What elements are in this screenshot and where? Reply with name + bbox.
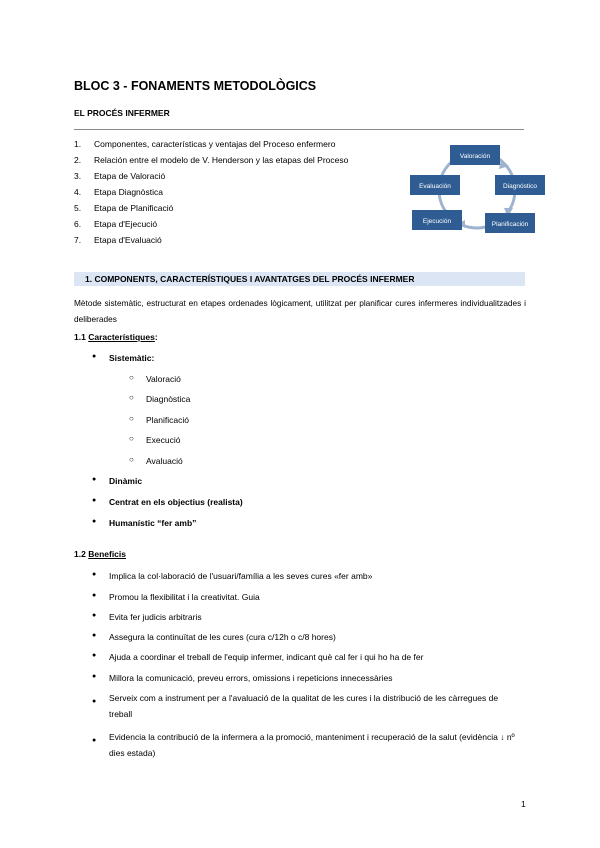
list-item [92, 476, 143, 486]
list-text: Avaluació [146, 456, 183, 466]
toc-text: Etapa d'Ejecució [94, 219, 158, 229]
benefits-heading [74, 549, 126, 559]
list-text: Assegura la continuïtat de les cures (cura c/12h o c/8 hores) [109, 632, 336, 642]
document-subtitle: EL PROCÉS INFERMER [74, 108, 170, 118]
list-item [92, 612, 202, 622]
circle-bullet-icon: ○ [129, 455, 134, 464]
section-heading: 1. COMPONENTS, CARACTERÍSTIQUES I AVANTATGES DEL PROCÉS INFERMER [85, 274, 415, 284]
toc-number: 1. [74, 139, 82, 149]
subsection-number: 1.2 [74, 549, 86, 559]
subsection-title: Beneficis [88, 549, 126, 559]
node-valoracion: Valoración [459, 153, 491, 160]
bullet-icon: ● [92, 353, 97, 360]
bullet-icon: ● [92, 497, 97, 504]
bullet-icon: ● [92, 571, 97, 578]
bullet-icon: ● [92, 518, 97, 525]
list-item [92, 690, 523, 722]
list-text: Dinàmic [109, 476, 143, 486]
toc-text: Etapa Diagnòstica [94, 187, 163, 197]
subsection-title: Característiques [88, 332, 155, 342]
list-item [92, 497, 243, 507]
list-text: Execució [146, 435, 181, 445]
list-text: Promou la flexibilitat i la creativitat. Guia [109, 592, 260, 602]
list-item [92, 592, 260, 602]
toc-number: 4. [74, 187, 82, 197]
list-subitem [129, 434, 181, 445]
toc-item [74, 171, 348, 187]
characteristics-heading [74, 332, 158, 342]
nursing-process-cycle-diagram [405, 140, 545, 240]
list-item [92, 518, 197, 528]
bullet-icon: ● [92, 652, 97, 659]
list-text: Millora la comunicació, preveu errors, omissions i repeticions innecessàries [109, 673, 393, 683]
toc-item [74, 155, 348, 171]
list-item [92, 571, 373, 581]
bullet-icon: ● [92, 698, 97, 705]
node-planificacion: Planificación [491, 221, 529, 228]
list-subitem [129, 414, 189, 425]
node-ejecucion: Ejecución [422, 218, 452, 225]
subsection-number: 1.1 [74, 332, 86, 342]
list-text: Implica la col·laboració de l'usuari/família a les seves cures «fer amb» [109, 571, 373, 581]
toc-number: 6. [74, 219, 82, 229]
toc-number: 3. [74, 171, 82, 181]
page-number: 1 [521, 799, 526, 809]
circle-bullet-icon: ○ [129, 373, 134, 382]
list-item [92, 729, 523, 761]
toc-item [74, 219, 348, 235]
toc-item [74, 187, 348, 203]
list-item [92, 632, 336, 642]
bullet-icon: ● [92, 476, 97, 483]
bullet-icon: ● [92, 673, 97, 680]
list-text: Sistemàtic: [109, 353, 155, 363]
list-text: Diagnòstica [146, 394, 191, 404]
bullet-icon: ● [92, 737, 97, 744]
circle-bullet-icon: ○ [129, 393, 134, 402]
toc-text: Etapa d'Evaluació [94, 235, 162, 245]
toc-item [74, 139, 348, 155]
toc-item [74, 235, 348, 251]
toc-item [74, 203, 348, 219]
list-text: Evita fer judicis arbitraris [109, 612, 202, 622]
list-item [92, 353, 155, 363]
list-text: Evidencia la contribució de la infermera a la promoció, manteniment i recuperació de la salut (evidència ↓ nº dies estada) [109, 732, 515, 758]
bullet-icon: ● [92, 612, 97, 619]
toc-number: 5. [74, 203, 82, 213]
list-subitem [129, 455, 183, 466]
toc-text: Etapa de Planificació [94, 203, 174, 213]
list-item [92, 652, 424, 662]
toc-text: Componentes, características y ventajas del Proceso enfermero [94, 139, 336, 149]
list-text: Centrat en els objectius (realista) [109, 497, 243, 507]
bullet-icon: ● [92, 632, 97, 639]
divider [74, 129, 524, 130]
toc-number: 2. [74, 155, 82, 165]
list-subitem [129, 373, 181, 384]
list-subitem [129, 393, 191, 404]
list-text: Planificació [146, 415, 189, 425]
toc-text: Relación entre el modelo de V. Henderson y las etapas del Proceso [94, 155, 349, 165]
list-text: Ajuda a coordinar el treball de l'equip infermer, indicant què cal fer i qui ho ha de fer [109, 652, 424, 662]
subsection-colon: : [154, 332, 158, 342]
circle-bullet-icon: ○ [129, 434, 134, 443]
intro-paragraph: Mètode sistemàtic, estructurat en etapes ordenades lògicament, utilitzat per planificar cures infermeres individualitzades i deliberades [74, 298, 526, 324]
toc-number: 7. [74, 235, 82, 245]
bullet-icon: ● [92, 592, 97, 599]
node-diagnostico: Diagnóstico [503, 183, 537, 190]
node-evaluacion: Evaluación [419, 183, 451, 190]
document-title: BLOC 3 - FONAMENTS METODOLÒGICS [74, 79, 317, 93]
list-text: Serveix com a instrument per a l'avaluació de la qualitat de les cures i la distribució de les càrregues de treball [109, 693, 499, 719]
table-of-contents [74, 139, 348, 251]
circle-bullet-icon: ○ [129, 414, 134, 423]
toc-text: Etapa de Valoració [94, 171, 166, 181]
list-text: Humanístic “fer amb” [109, 518, 197, 528]
list-item [92, 673, 393, 683]
list-text: Valoració [146, 374, 181, 384]
